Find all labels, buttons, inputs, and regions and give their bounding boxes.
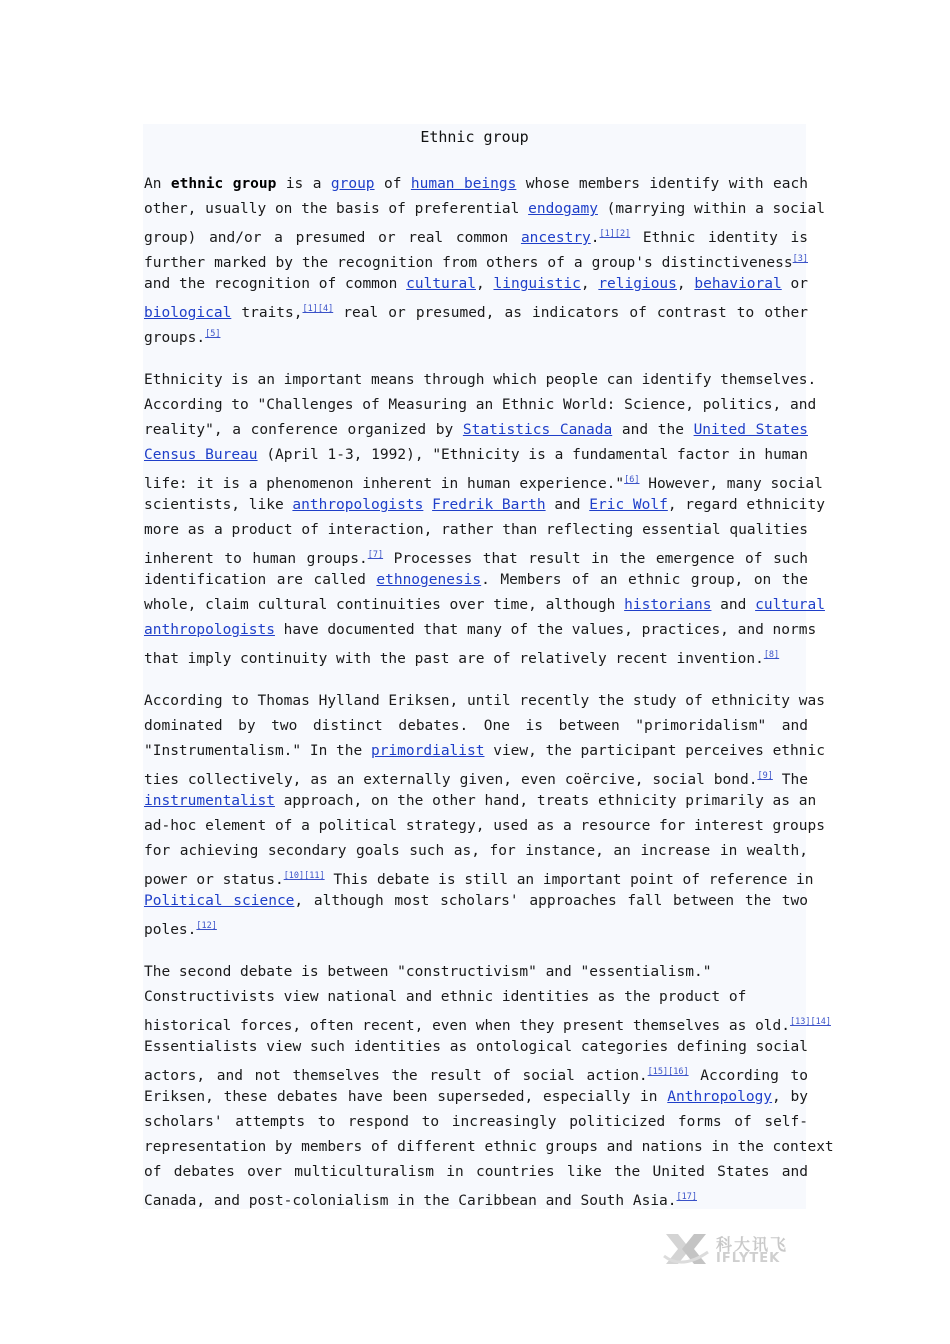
citation-ref[interactable]: [10][11]: [283, 871, 325, 881]
watermark-text-cn: 科大讯飞: [716, 1235, 789, 1254]
text-line: [144, 272, 808, 297]
text: scientists, like: [144, 497, 293, 513]
paragraph-1: [144, 172, 825, 347]
link-behavioral[interactable]: behavioral: [694, 276, 782, 292]
citation-ref[interactable]: [13][14]: [790, 1017, 831, 1027]
text: of: [374, 176, 411, 192]
text: further marked by the recognition from others of a group's distinctiveness: [144, 255, 793, 271]
text: Eriksen, these debates have been superseded, especially in: [144, 1089, 668, 1105]
link-us-census-bureau[interactable]: United States: [693, 422, 808, 438]
text-line: According to "Challenges of Measuring an Ethnic World: Science, politics, and: [144, 397, 817, 413]
citation-ref[interactable]: [6]: [624, 475, 640, 485]
link-group[interactable]: group: [330, 176, 375, 192]
page-title: Ethnic group: [420, 128, 529, 146]
link-religious[interactable]: religious: [598, 276, 677, 292]
text-line: [144, 914, 808, 939]
link-fredrik-barth[interactable]: Fredrik Barth: [432, 497, 546, 513]
text-line: [144, 197, 825, 222]
text-line: [144, 764, 808, 789]
text-line: [144, 1185, 808, 1210]
text: other, usually on the basis of preferential: [144, 201, 529, 217]
paragraph-2: [144, 368, 825, 668]
paragraph-3: [144, 689, 825, 939]
text-line: [144, 1010, 831, 1035]
text-line: [144, 739, 825, 764]
text-line: [144, 864, 814, 889]
text-line: Essentialists view such identities as ontological categories defining social: [144, 1039, 808, 1055]
text-line: for achieving secondary goals such as, for instance, an increase in wealth,: [144, 843, 808, 859]
text: The: [772, 772, 808, 788]
link-eric-wolf[interactable]: Eric Wolf: [589, 497, 668, 513]
citation-ref[interactable]: [15][16]: [647, 1067, 689, 1077]
citation-ref[interactable]: [8]: [763, 650, 780, 660]
text-line: [144, 1085, 808, 1110]
text: and the: [612, 422, 694, 438]
link-anthropologists[interactable]: anthropologists: [292, 497, 424, 513]
link-cultural-anthropologists[interactable]: anthropologists: [144, 622, 275, 638]
paragraph-4: [144, 960, 834, 1210]
text-line: ad-hoc element of a political strategy, used as a resource for interest groups: [144, 818, 825, 834]
citation-ref[interactable]: [17]: [676, 1192, 697, 1202]
text: life: it is a phenomenon inherent in human experience.": [144, 476, 625, 492]
citation-ref[interactable]: [12]: [196, 921, 217, 931]
text: ,: [475, 276, 494, 292]
text-line: [144, 493, 825, 518]
text-line: [144, 172, 808, 197]
link-ancestry[interactable]: ancestry: [520, 230, 591, 246]
text: Canada, and post-colonialism in the Caribbean and South Asia.: [144, 1193, 677, 1209]
text-line: According to Thomas Hylland Eriksen, until recently the study of ethnicity was: [144, 693, 825, 709]
text: .: [590, 230, 600, 246]
text-line: [144, 468, 823, 493]
text: Ethnic identity is: [630, 230, 808, 246]
text: "Instrumentalism." In the: [144, 743, 371, 759]
text: approach, on the other hand, treats ethnicity primarily as an: [274, 793, 817, 809]
text: and: [545, 497, 590, 513]
text-line: [144, 593, 825, 618]
text: ties collectively, as an externally given, even coërcive, social bond.: [144, 772, 758, 788]
text: groups.: [144, 330, 206, 346]
link-political-science[interactable]: Political science: [144, 893, 295, 909]
text: , by: [772, 1089, 808, 1105]
text: An: [144, 176, 171, 192]
text: power or status.: [144, 872, 284, 888]
text-line: [144, 789, 817, 814]
text: . Members of an ethnic group, on the: [481, 572, 808, 588]
text-line: [144, 247, 808, 272]
text: (April 1-3, 1992), "Ethnicity is a fundamental factor in human: [257, 447, 808, 463]
text: However, many social: [639, 476, 823, 492]
link-ethnogenesis[interactable]: ethnogenesis: [376, 572, 482, 588]
link-primordialist[interactable]: primordialist: [370, 743, 485, 759]
watermark-text-en: IFLYTEK: [716, 1251, 781, 1266]
text: actors, and not themselves the result of social action.: [144, 1068, 648, 1084]
text: traits,: [231, 305, 303, 321]
link-cultural[interactable]: cultural: [406, 276, 476, 292]
link-instrumentalist[interactable]: instrumentalist: [144, 793, 275, 809]
text: , although most scholars' approaches fall between the two: [294, 893, 808, 909]
iflytek-x-icon: [660, 1230, 712, 1268]
text-line: [144, 643, 808, 668]
citation-ref[interactable]: [3]: [792, 254, 808, 264]
text: whose members identify with each: [516, 176, 808, 192]
text: poles.: [144, 922, 197, 938]
text: ,: [676, 276, 695, 292]
text-line: The second debate is between "constructivism" and "essentialism.": [144, 964, 712, 980]
text-line: scholars' attempts to respond to increasingly politicized forms of self-: [144, 1114, 808, 1130]
link-cultural-anthropologists[interactable]: cultural: [755, 597, 825, 613]
link-human-beings[interactable]: human beings: [410, 176, 517, 192]
text-line: [144, 1060, 808, 1085]
text: is a: [276, 176, 331, 192]
text: reality", a conference organized by: [144, 422, 463, 438]
citation-ref[interactable]: [9]: [757, 771, 773, 781]
text: Processes that result in the emergence of such: [383, 551, 808, 567]
text-line: [144, 443, 808, 468]
document-page: [143, 124, 834, 1209]
text: or: [781, 276, 808, 292]
citation-ref[interactable]: [5]: [205, 329, 221, 339]
text: ,: [580, 276, 599, 292]
link-us-census-bureau[interactable]: Census Bureau: [144, 447, 258, 463]
link-linguistic[interactable]: linguistic: [493, 276, 581, 292]
text-line: [144, 568, 808, 593]
term-bold: ethnic group: [170, 176, 277, 192]
citation-ref[interactable]: [1][2]: [599, 229, 631, 239]
text: , regard ethnicity: [667, 497, 825, 513]
text-line: [144, 543, 808, 568]
link-endogamy[interactable]: endogamy: [528, 201, 598, 217]
link-anthropology[interactable]: Anthropology: [667, 1089, 773, 1105]
iflytek-watermark-logo: [660, 1230, 790, 1268]
text-line: more as a product of interaction, rather than reflecting essential qualities: [144, 522, 808, 538]
text: that imply continuity with the past are of relatively recent invention.: [144, 651, 764, 667]
text: inherent to human groups.: [144, 551, 368, 567]
text: real or presumed, as indicators of contrast to other: [333, 305, 808, 321]
text: This debate is still an important point of reference in: [324, 872, 814, 888]
text: and the recognition of common: [144, 276, 407, 292]
text-line: [144, 418, 808, 443]
text: historical forces, often recent, even when they present themselves as old.: [144, 1018, 791, 1034]
link-statistics-canada[interactable]: Statistics Canada: [462, 422, 613, 438]
text-line: dominated by two distinct debates. One is between "primoridalism" and: [144, 718, 808, 734]
text-line: Constructivists view national and ethnic identities as the product of: [144, 989, 747, 1005]
text-line: [144, 322, 808, 347]
text-line: Ethnicity is an important means through which people can identify themselves.: [144, 372, 817, 388]
link-historians[interactable]: historians: [624, 597, 712, 613]
citation-ref[interactable]: [7]: [367, 550, 384, 560]
text-line: representation by members of different ethnic groups and nations in the context: [144, 1139, 834, 1155]
text: whole, claim cultural continuities over time, although: [144, 597, 625, 613]
link-biological[interactable]: biological: [144, 305, 232, 321]
text: and: [711, 597, 756, 613]
text: identification are called: [144, 572, 377, 588]
text-line: [144, 889, 808, 914]
text: have documented that many of the values, practices, and norms: [274, 622, 817, 638]
citation-ref[interactable]: [1][4]: [302, 304, 334, 314]
text-line: [144, 297, 808, 322]
text: [423, 497, 432, 513]
text-line: [144, 618, 817, 643]
text: view, the participant perceives ethnic: [484, 743, 825, 759]
text: group) and/or a presumed or real common: [144, 230, 521, 246]
text-line: [144, 222, 808, 247]
text: According to: [688, 1068, 808, 1084]
text: (marrying within a social: [597, 201, 825, 217]
text-line: of debates over multiculturalism in countries like the United States and: [144, 1164, 808, 1180]
